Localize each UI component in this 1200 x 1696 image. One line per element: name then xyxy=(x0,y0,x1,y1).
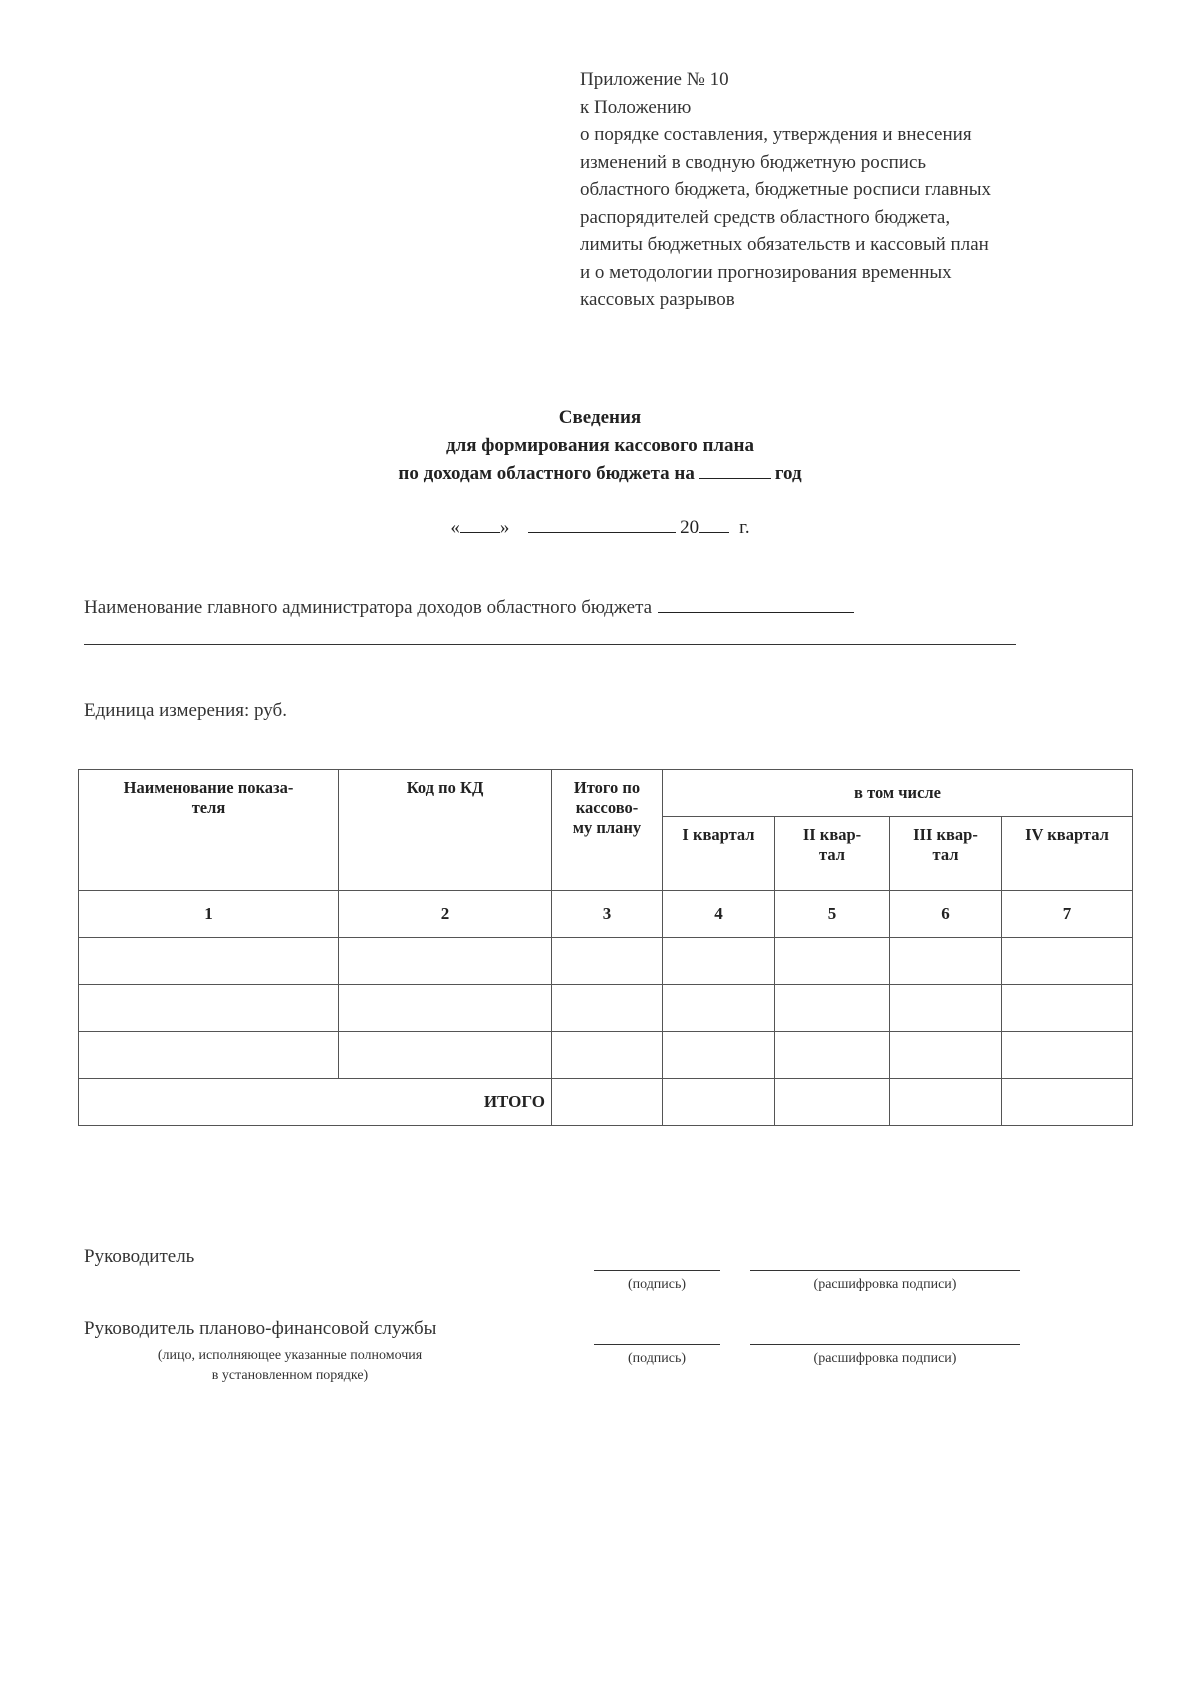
date-year-prefix: 20 xyxy=(680,517,700,538)
header-q3 xyxy=(890,817,1002,891)
total-row xyxy=(79,1079,1133,1126)
finance-signature-note xyxy=(100,1346,480,1386)
title-line-1: Сведения xyxy=(558,407,642,428)
table-row xyxy=(79,985,1133,1032)
year-suffix-blank-field[interactable] xyxy=(699,516,729,533)
table-cell[interactable] xyxy=(79,938,339,985)
table-row xyxy=(79,1032,1133,1079)
table-cell[interactable] xyxy=(663,1032,775,1079)
header-total-plan-text: Итого по кассово- му плану xyxy=(572,778,642,837)
appendix-line: распорядителей средств областного бюджета, xyxy=(580,206,951,228)
finance-signature-line[interactable] xyxy=(594,1344,720,1345)
header-q3-text: III квар- тал xyxy=(913,825,978,864)
header-indicator-name-text: Наименование показа- теля xyxy=(123,778,294,817)
appendix-line: изменений в сводную бюджетную роспись xyxy=(580,151,927,173)
appendix-line: Приложение № 10 xyxy=(580,69,729,90)
title-line-3-prefix: по доходам областного бюджета на xyxy=(398,463,695,484)
table-cell[interactable] xyxy=(1002,938,1133,985)
administrator-blank-line[interactable] xyxy=(84,644,1016,645)
head-signature-line[interactable] xyxy=(594,1270,720,1271)
total-label: ИТОГО xyxy=(79,1079,552,1126)
column-number: 2 xyxy=(339,891,552,938)
appendix-reference xyxy=(580,66,1120,314)
appendix-line: областного бюджета, бюджетные росписи главных xyxy=(580,179,991,200)
appendix-line: и о методологии прогнозирования временных xyxy=(580,261,952,283)
column-number: 4 xyxy=(663,891,775,938)
table-cell[interactable] xyxy=(79,985,339,1032)
title-line-3 xyxy=(0,460,1200,488)
table-cell[interactable] xyxy=(890,1032,1002,1079)
header-q2 xyxy=(775,817,890,891)
column-number: 3 xyxy=(552,891,663,938)
month-blank-field[interactable] xyxy=(528,516,676,533)
appendix-line: о порядке составления, утверждения и внесения xyxy=(580,124,972,145)
table-cell[interactable] xyxy=(79,1032,339,1079)
finance-signature-caption: (подпись) xyxy=(627,1351,687,1366)
head-signature-caption: (подпись) xyxy=(627,1277,687,1292)
finance-decode-line[interactable] xyxy=(750,1344,1020,1345)
table-cell[interactable] xyxy=(775,1032,890,1079)
table-cell[interactable] xyxy=(339,1032,552,1079)
table-cell[interactable] xyxy=(552,985,663,1032)
date-line xyxy=(0,516,1200,539)
table-cell[interactable] xyxy=(663,938,775,985)
head-signature-label: Руководитель xyxy=(84,1246,195,1267)
header-kd-code-text: Код по КД xyxy=(406,778,484,797)
column-number: 1 xyxy=(79,891,339,938)
cash-plan-table xyxy=(78,769,1133,1126)
column-number-row xyxy=(79,891,1133,938)
date-open-quote: « xyxy=(450,517,460,538)
head-decode-caption: (расшифровка подписи) xyxy=(813,1277,957,1292)
table-cell[interactable] xyxy=(552,938,663,985)
table-cell[interactable] xyxy=(775,1079,890,1126)
administrator-row xyxy=(84,596,854,619)
table-cell[interactable] xyxy=(775,938,890,985)
table-cell[interactable] xyxy=(339,985,552,1032)
table-cell[interactable] xyxy=(890,985,1002,1032)
appendix-line: кассовых разрывов xyxy=(580,289,735,310)
table-row xyxy=(79,938,1133,985)
header-q4-text: IV квартал xyxy=(1025,825,1109,844)
finance-signature-label: Руководитель планово-финансовой службы xyxy=(84,1318,437,1339)
header-q1 xyxy=(663,817,775,891)
finance-decode-caption: (расшифровка подписи) xyxy=(813,1351,957,1366)
header-q4 xyxy=(1002,817,1133,891)
date-year-suffix: г. xyxy=(739,517,750,538)
header-including-text: в том числе xyxy=(854,783,941,802)
table-cell[interactable] xyxy=(1002,1032,1133,1079)
table-cell[interactable] xyxy=(552,1079,663,1126)
administrator-label: Наименование главного администратора доходов областного бюджета xyxy=(84,597,653,618)
title-line-3-suffix: год xyxy=(774,463,802,484)
table-cell[interactable] xyxy=(339,938,552,985)
header-q1-text: I квартал xyxy=(682,825,755,844)
table-cell[interactable] xyxy=(663,985,775,1032)
column-number: 6 xyxy=(890,891,1002,938)
header-q2-text: II квар- тал xyxy=(802,825,862,864)
year-blank-field[interactable] xyxy=(699,462,771,479)
administrator-blank-field[interactable] xyxy=(658,596,854,613)
header-kd-code xyxy=(339,770,552,891)
unit-of-measure: Единица измерения: руб. xyxy=(84,700,287,721)
header-including xyxy=(663,770,1133,817)
table-cell[interactable] xyxy=(1002,1079,1133,1126)
table-cell[interactable] xyxy=(890,938,1002,985)
table-cell[interactable] xyxy=(552,1032,663,1079)
title-line-2: для формирования кассового плана xyxy=(445,435,755,456)
table-cell[interactable] xyxy=(1002,985,1133,1032)
finance-note-line-2: в установленном порядке) xyxy=(211,1368,369,1383)
date-close-quote: » xyxy=(499,517,510,538)
column-number: 5 xyxy=(775,891,890,938)
finance-note-line-1: (лицо, исполняющее указанные полномочия xyxy=(157,1348,423,1363)
head-decode-line[interactable] xyxy=(750,1270,1020,1271)
appendix-line: к Положению xyxy=(580,96,692,118)
header-total-plan xyxy=(552,770,663,891)
document-title xyxy=(0,404,1200,488)
appendix-line: лимиты бюджетных обязательств и кассовый план xyxy=(580,234,989,255)
header-indicator-name xyxy=(79,770,339,891)
day-blank-field[interactable] xyxy=(460,516,500,533)
table-cell[interactable] xyxy=(663,1079,775,1126)
table-cell[interactable] xyxy=(775,985,890,1032)
column-number: 7 xyxy=(1002,891,1133,938)
table-cell[interactable] xyxy=(890,1079,1002,1126)
